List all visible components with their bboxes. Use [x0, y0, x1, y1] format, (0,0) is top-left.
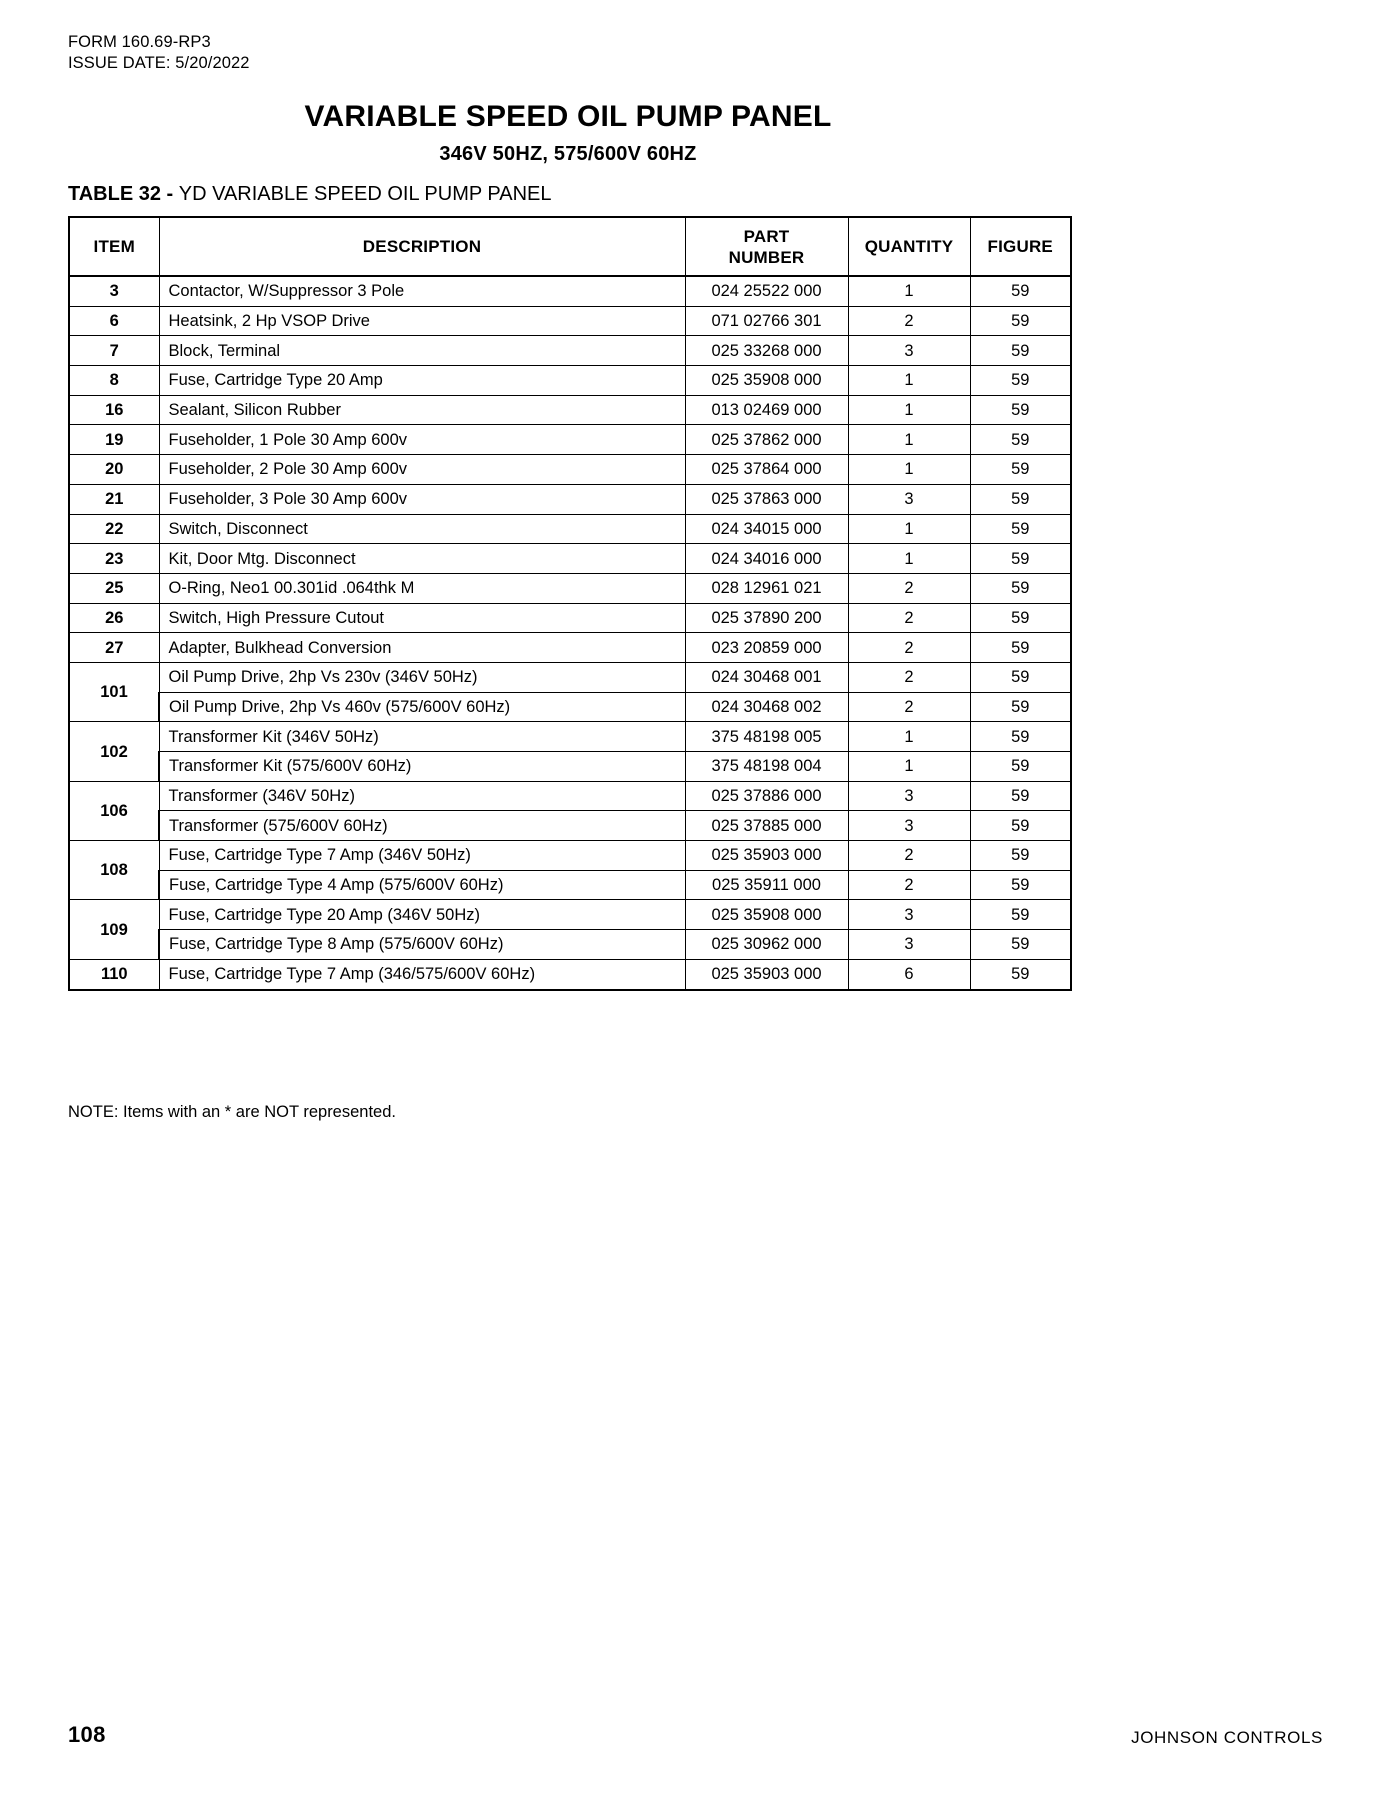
cell-item: 106 — [69, 781, 159, 840]
cell-figure: 59 — [970, 662, 1071, 692]
cell-part-number: 025 35903 000 — [685, 959, 848, 989]
table-row — [69, 336, 1071, 366]
cell-quantity: 1 — [848, 455, 970, 485]
form-number: FORM 160.69-RP3 — [68, 33, 211, 51]
cell-part-number: 025 37886 000 — [685, 781, 848, 811]
cell-item: 110 — [69, 959, 159, 989]
cell-part-number: 025 37885 000 — [685, 811, 848, 841]
table-row — [69, 514, 1071, 544]
cell-part-number: 023 20859 000 — [685, 633, 848, 663]
table-row — [69, 692, 1071, 722]
column-header-quantity: QUANTITY — [848, 217, 970, 276]
cell-part-number: 024 30468 001 — [685, 662, 848, 692]
cell-part-number: 375 48198 005 — [685, 722, 848, 752]
table-row — [69, 752, 1071, 782]
cell-quantity: 3 — [848, 336, 970, 366]
cell-description: Block, Terminal — [159, 336, 685, 366]
cell-figure: 59 — [970, 811, 1071, 841]
footer-brand: JOHNSON CONTROLS — [1131, 1728, 1323, 1747]
cell-figure: 59 — [970, 603, 1071, 633]
cell-figure: 59 — [970, 306, 1071, 336]
cell-item: 7 — [69, 336, 159, 366]
cell-description: Fuse, Cartridge Type 7 Amp (346V 50Hz) — [159, 841, 685, 871]
table-row — [69, 455, 1071, 485]
cell-part-number: 024 34015 000 — [685, 514, 848, 544]
cell-quantity: 3 — [848, 484, 970, 514]
cell-description: Fuse, Cartridge Type 7 Amp (346/575/600V 60Hz) — [159, 959, 685, 989]
cell-part-number: 025 37890 200 — [685, 603, 848, 633]
table-row — [69, 662, 1071, 692]
cell-figure: 59 — [970, 752, 1071, 782]
cell-figure: 59 — [970, 722, 1071, 752]
cell-item: 109 — [69, 900, 159, 959]
cell-figure: 59 — [970, 841, 1071, 871]
table-row — [69, 484, 1071, 514]
table-row — [69, 544, 1071, 574]
cell-quantity: 1 — [848, 366, 970, 396]
cell-description: Fuseholder, 2 Pole 30 Amp 600v — [159, 455, 685, 485]
table-row — [69, 366, 1071, 396]
cell-description: Switch, High Pressure Cutout — [159, 603, 685, 633]
cell-item: 6 — [69, 306, 159, 336]
cell-description: Oil Pump Drive, 2hp Vs 230v (346V 50Hz) — [159, 662, 685, 692]
issue-date: ISSUE DATE: 5/20/2022 — [68, 54, 250, 72]
table-row — [69, 781, 1071, 811]
cell-quantity: 3 — [848, 930, 970, 960]
cell-quantity: 1 — [848, 544, 970, 574]
table-row — [69, 841, 1071, 871]
cell-item: 3 — [69, 276, 159, 306]
cell-figure: 59 — [970, 514, 1071, 544]
cell-quantity: 1 — [848, 752, 970, 782]
cell-part-number: 028 12961 021 — [685, 573, 848, 603]
column-header-part-number-line1: PART — [743, 226, 790, 246]
cell-item: 16 — [69, 395, 159, 425]
cell-item: 108 — [69, 841, 159, 900]
table-row — [69, 870, 1071, 900]
cell-quantity: 2 — [848, 633, 970, 663]
table-caption-label: TABLE 32 - — [68, 183, 179, 205]
cell-item: 26 — [69, 603, 159, 633]
cell-part-number: 025 33268 000 — [685, 336, 848, 366]
table-row — [69, 425, 1071, 455]
cell-description: Fuse, Cartridge Type 20 Amp — [159, 366, 685, 396]
cell-quantity: 2 — [848, 870, 970, 900]
cell-quantity: 1 — [848, 395, 970, 425]
table-row — [69, 573, 1071, 603]
table-row — [69, 633, 1071, 663]
cell-description: Transformer (575/600V 60Hz) — [159, 811, 685, 841]
cell-item: 20 — [69, 455, 159, 485]
cell-description: Oil Pump Drive, 2hp Vs 460v (575/600V 60Hz) — [159, 692, 685, 722]
table-row — [69, 603, 1071, 633]
cell-description: Contactor, W/Suppressor 3 Pole — [159, 276, 685, 306]
cell-part-number: 375 48198 004 — [685, 752, 848, 782]
title-block — [68, 100, 1068, 167]
cell-description: Fuseholder, 3 Pole 30 Amp 600v — [159, 484, 685, 514]
page-title: VARIABLE SPEED OIL PUMP PANEL — [304, 100, 832, 133]
cell-quantity: 2 — [848, 306, 970, 336]
cell-quantity: 3 — [848, 900, 970, 930]
cell-quantity: 1 — [848, 514, 970, 544]
cell-quantity: 1 — [848, 276, 970, 306]
cell-item: 21 — [69, 484, 159, 514]
column-header-item: ITEM — [69, 217, 159, 276]
cell-figure: 59 — [970, 959, 1071, 989]
cell-description: Kit, Door Mtg. Disconnect — [159, 544, 685, 574]
cell-quantity: 3 — [848, 781, 970, 811]
cell-part-number: 024 25522 000 — [685, 276, 848, 306]
cell-quantity: 2 — [848, 573, 970, 603]
table-header — [69, 217, 1071, 276]
cell-figure: 59 — [970, 455, 1071, 485]
cell-figure: 59 — [970, 633, 1071, 663]
cell-part-number: 025 35903 000 — [685, 841, 848, 871]
table-row — [69, 900, 1071, 930]
column-header-description: DESCRIPTION — [159, 217, 685, 276]
table-row — [69, 722, 1071, 752]
cell-part-number: 025 37862 000 — [685, 425, 848, 455]
cell-figure: 59 — [970, 336, 1071, 366]
cell-item: 27 — [69, 633, 159, 663]
document-header — [68, 32, 250, 74]
cell-item: 19 — [69, 425, 159, 455]
cell-figure: 59 — [970, 544, 1071, 574]
cell-description: O-Ring, Neo1 00.301id .064thk M — [159, 573, 685, 603]
cell-description: Fuse, Cartridge Type 20 Amp (346V 50Hz) — [159, 900, 685, 930]
cell-description: Fuse, Cartridge Type 4 Amp (575/600V 60Hz) — [159, 870, 685, 900]
cell-part-number: 024 30468 002 — [685, 692, 848, 722]
cell-quantity: 1 — [848, 722, 970, 752]
cell-part-number: 025 37863 000 — [685, 484, 848, 514]
table-caption — [68, 182, 552, 206]
cell-item: 25 — [69, 573, 159, 603]
cell-part-number: 071 02766 301 — [685, 306, 848, 336]
cell-quantity: 3 — [848, 811, 970, 841]
cell-item: 22 — [69, 514, 159, 544]
cell-figure: 59 — [970, 781, 1071, 811]
cell-description: Adapter, Bulkhead Conversion — [159, 633, 685, 663]
table-row — [69, 306, 1071, 336]
cell-figure: 59 — [970, 930, 1071, 960]
table-body — [69, 276, 1071, 990]
cell-figure: 59 — [970, 900, 1071, 930]
cell-figure: 59 — [970, 276, 1071, 306]
table-row — [69, 930, 1071, 960]
parts-table — [68, 216, 1072, 991]
cell-figure: 59 — [970, 366, 1071, 396]
cell-part-number: 025 35908 000 — [685, 900, 848, 930]
cell-part-number: 025 37864 000 — [685, 455, 848, 485]
cell-figure: 59 — [970, 395, 1071, 425]
cell-item: 8 — [69, 366, 159, 396]
cell-description: Transformer Kit (575/600V 60Hz) — [159, 752, 685, 782]
cell-description: Heatsink, 2 Hp VSOP Drive — [159, 306, 685, 336]
cell-part-number: 024 34016 000 — [685, 544, 848, 574]
cell-figure: 59 — [970, 425, 1071, 455]
cell-figure: 59 — [970, 573, 1071, 603]
cell-part-number: 025 30962 000 — [685, 930, 848, 960]
column-header-figure: FIGURE — [970, 217, 1071, 276]
column-header-part-number — [685, 217, 848, 276]
cell-description: Fuseholder, 1 Pole 30 Amp 600v — [159, 425, 685, 455]
table-caption-text: YD VARIABLE SPEED OIL PUMP PANEL — [178, 183, 552, 205]
cell-description: Sealant, Silicon Rubber — [159, 395, 685, 425]
cell-item: 23 — [69, 544, 159, 574]
cell-quantity: 2 — [848, 662, 970, 692]
cell-quantity: 2 — [848, 841, 970, 871]
cell-description: Switch, Disconnect — [159, 514, 685, 544]
cell-description: Fuse, Cartridge Type 8 Amp (575/600V 60Hz) — [159, 930, 685, 960]
cell-quantity: 6 — [848, 959, 970, 989]
cell-figure: 59 — [970, 692, 1071, 722]
cell-part-number: 013 02469 000 — [685, 395, 848, 425]
table-row — [69, 395, 1071, 425]
cell-description: Transformer (346V 50Hz) — [159, 781, 685, 811]
column-header-part-number-line2: NUMBER — [728, 247, 805, 267]
table-row — [69, 959, 1071, 989]
cell-quantity: 2 — [848, 692, 970, 722]
cell-figure: 59 — [970, 484, 1071, 514]
cell-figure: 59 — [970, 870, 1071, 900]
cell-item: 101 — [69, 662, 159, 721]
cell-item: 102 — [69, 722, 159, 781]
table-note: NOTE: Items with an * are NOT represented. — [68, 1103, 396, 1121]
footer-page-number: 108 — [68, 1722, 106, 1747]
table-header-row — [69, 217, 1071, 276]
cell-part-number: 025 35908 000 — [685, 366, 848, 396]
table-row — [69, 811, 1071, 841]
cell-quantity: 1 — [848, 425, 970, 455]
cell-part-number: 025 35911 000 — [685, 870, 848, 900]
cell-description: Transformer Kit (346V 50Hz) — [159, 722, 685, 752]
cell-quantity: 2 — [848, 603, 970, 633]
table-row — [69, 276, 1071, 306]
page-subtitle: 346V 50HZ, 575/600V 60HZ — [439, 143, 697, 165]
